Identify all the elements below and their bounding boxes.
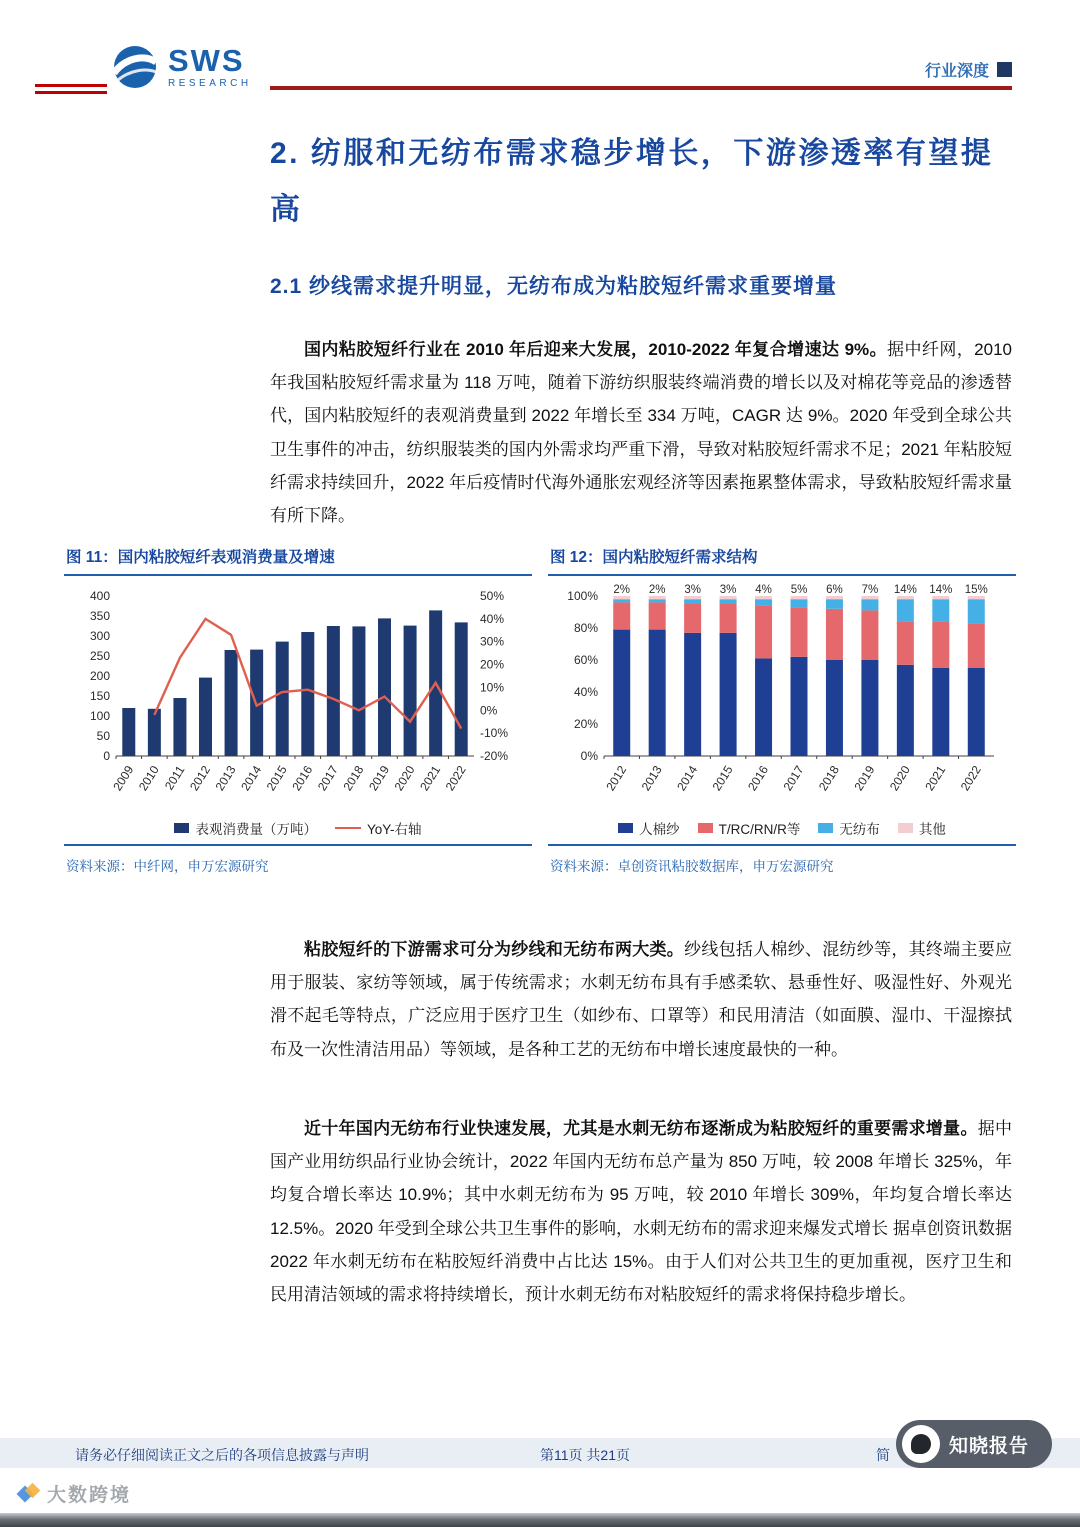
x-axis-label: 2019 [851, 763, 878, 794]
stacked-segment [968, 623, 985, 668]
x-axis-label: 2017 [780, 763, 807, 794]
figure-11-title: 图 11：国内粘胶短纤表观消费量及增速 [64, 543, 532, 576]
nonwoven-share-label: 5% [790, 584, 808, 596]
x-axis-label: 2022 [442, 763, 469, 794]
left-axis-tick: 350 [89, 609, 110, 623]
x-axis-label: 2016 [745, 763, 772, 794]
legend-item [818, 818, 880, 838]
footer-disclaimer: 请务必仔细阅读正文之后的各项信息披露与声明 [75, 1447, 369, 1463]
stacked-segment [968, 668, 985, 756]
legend-marker [698, 823, 713, 833]
section-heading: 2. 纺服和无纺布需求稳步增长，下游渗透率有望提高 [270, 137, 994, 226]
legend-marker [898, 823, 913, 833]
figure-12-title: 图 12：国内粘胶短纤需求结构 [548, 543, 1016, 576]
x-axis-label: 2009 [110, 763, 137, 794]
stacked-segment [649, 599, 666, 602]
consumption-bar [455, 622, 468, 756]
x-axis-label: 2022 [957, 763, 984, 794]
y-axis-tick: 100% [567, 589, 598, 603]
legend-label: T/RC/RN/R等 [718, 822, 801, 837]
left-axis-tick: 400 [89, 589, 110, 603]
stacked-segment [897, 665, 914, 756]
x-axis-label: 2015 [709, 763, 736, 794]
badge-label: 知晓报告 [949, 1435, 1030, 1457]
right-axis-tick: -20% [480, 749, 509, 763]
stacked-segment [720, 633, 737, 756]
figure-12-source: 资料来源：卓创资讯粘胶数据库，申万宏源研究 [550, 859, 834, 874]
bottom-edge-strip [0, 1513, 1080, 1527]
nonwoven-share-label: 3% [684, 584, 701, 596]
nonwoven-share-label: 4% [755, 584, 772, 596]
paragraph-1-lead: 国内粘胶短纤行业在 2010 年后迎来大发展，2010-2022 年复合增速达 9%。 [304, 340, 888, 359]
x-axis-label: 2021 [417, 763, 444, 794]
stacked-segment [861, 610, 878, 660]
apparent-consumption-chart [64, 582, 530, 814]
stacked-segment [826, 596, 843, 599]
footer-page-number: 第11页 共21页 [540, 1447, 630, 1463]
legend-label: 表观消费量（万吨） [195, 822, 317, 837]
y-axis-tick: 40% [573, 685, 598, 699]
x-axis-label: 2017 [314, 763, 341, 794]
stacked-segment [826, 660, 843, 756]
stacked-segment [755, 658, 772, 756]
legend-item [898, 818, 946, 838]
stacked-segment [861, 599, 878, 610]
sws-globe-icon [112, 44, 158, 90]
sws-logo [112, 44, 252, 90]
stacked-segment [861, 596, 878, 599]
paragraph-3-lead: 近十年国内无纺布行业快速发展，尤其是水刺无纺布逐渐成为粘胶短纤的重要需求增量。 [304, 1119, 978, 1138]
left-axis-tick: 300 [89, 629, 110, 643]
paragraph-2 [270, 933, 1012, 1066]
header-rule-left-2 [35, 91, 107, 94]
wechat-account-badge [896, 1420, 1052, 1468]
right-axis-tick: 30% [480, 634, 505, 649]
x-axis-label: 2020 [391, 763, 418, 794]
stacked-segment [968, 596, 985, 599]
consumption-bar [122, 708, 135, 756]
y-axis-tick: 80% [573, 621, 598, 635]
consumption-bar [199, 678, 212, 756]
header-square-decor [997, 62, 1012, 77]
stacked-segment [684, 604, 701, 633]
right-axis-tick: 10% [480, 680, 505, 695]
stacked-segment [932, 596, 949, 599]
stacked-segment [791, 607, 808, 657]
consumption-bar [173, 698, 186, 756]
x-axis-label: 2018 [815, 763, 842, 794]
x-axis-label: 2012 [603, 763, 630, 794]
stacked-segment [755, 596, 772, 599]
x-axis-label: 2012 [187, 763, 214, 794]
left-axis-tick: 0 [103, 749, 110, 763]
consumption-bar [327, 626, 340, 756]
paragraph-2-text: 纱线包括人棉纱、混纺纱等，其终端主要应用于服装、家纺等领域，属于传统需求；水刺无纺布具有手感柔软、悬垂性好、吸湿性好、外观光滑不起毛等特点，广泛应用于医疗卫生（如纱布、口罩等）和民用清洁（如面膜、湿巾、干湿擦拭布及一次性清洁用品）等领域，是各种工艺的无纺布中增长速度最快的一种。 [270, 940, 1013, 1059]
figure-12-legend [548, 816, 1016, 840]
right-axis-tick: 50% [480, 589, 505, 603]
legend-label: 无纺布 [839, 822, 880, 837]
stacked-segment [791, 596, 808, 599]
x-axis-label: 2010 [135, 763, 162, 794]
stacked-segment [613, 630, 630, 756]
stacked-segment [932, 668, 949, 756]
nonwoven-share-label: 7% [861, 584, 879, 596]
stacked-segment [684, 596, 701, 599]
legend-label: 其他 [918, 822, 946, 837]
x-axis-label: 2016 [289, 763, 316, 794]
legend-item [174, 818, 317, 838]
nonwoven-share-label: 14% [929, 584, 953, 596]
consumption-bar [404, 626, 417, 756]
stacked-segment [791, 657, 808, 756]
watermark-cube-icon [18, 1483, 40, 1505]
figure-11 [64, 543, 532, 875]
stacked-segment [755, 606, 772, 659]
x-axis-label: 2013 [212, 763, 239, 794]
stacked-segment [613, 599, 630, 602]
paragraph-3 [270, 1112, 1012, 1311]
report-category-label: 行业深度 [924, 63, 989, 80]
x-axis-label: 2013 [638, 763, 665, 794]
paragraph-2-lead: 粘胶短纤的下游需求可分为纱线和无纺布两大类。 [304, 940, 685, 959]
consumption-bar [225, 650, 238, 756]
brand-name: SWS [168, 43, 245, 78]
stacked-segment [826, 609, 843, 660]
legend-item [335, 818, 422, 838]
left-axis-tick: 250 [89, 649, 110, 663]
stacked-segment [968, 599, 985, 623]
stacked-segment [791, 599, 808, 607]
stacked-segment [755, 599, 772, 605]
nonwoven-share-label: 2% [613, 584, 631, 596]
consumption-bar [352, 626, 365, 756]
right-axis-tick: 20% [480, 657, 505, 672]
y-axis-tick: 0% [580, 749, 598, 763]
stacked-segment [720, 604, 737, 633]
consumption-bar [378, 618, 391, 756]
legend-label: YoY-右轴 [366, 822, 422, 837]
legend-marker [335, 827, 361, 829]
stacked-segment [720, 596, 737, 599]
nonwoven-share-label: 15% [964, 584, 988, 596]
consumption-bar [301, 632, 314, 756]
stacked-segment [649, 602, 666, 629]
legend-item [698, 818, 801, 838]
stacked-segment [720, 599, 737, 604]
stacked-segment [897, 599, 914, 621]
header-right [925, 58, 1012, 81]
header-rule-main [270, 86, 1012, 90]
x-axis-label: 2019 [366, 763, 393, 794]
stacked-segment [861, 660, 878, 756]
paragraph-1-text: 据中纤网，2010 年我国粘胶短纤需求量为 118 万吨，随着下游纺织服装终端消费的增长以及对棉花等竞品的渗透替代，国内粘胶短纤的表观消费量到 2022 年增长至 334 万吨，CAGR 达 9%。2020 年受到全球公共卫生事件的冲击，纺织服装类的国内外需求均严重下滑，导致对粘胶短纤需求不足；2021 年粘胶短纤需求持续回升，2022 年后疫情时代海外通胀宏观经济等因素拖累整体需求，导致粘胶短纤需求量有所下降。 [270, 340, 1012, 526]
stacked-segment [897, 596, 914, 599]
left-axis-tick: 50 [96, 729, 110, 743]
watermark-label: 大数跨境 [47, 1485, 132, 1506]
x-axis-label: 2015 [263, 763, 290, 794]
legend-marker [618, 823, 633, 833]
figure-11-source: 资料来源：中纤网，申万宏源研究 [66, 859, 269, 874]
stacked-segment [649, 596, 666, 599]
legend-marker [174, 823, 189, 833]
nonwoven-share-label: 2% [648, 584, 666, 596]
stacked-segment [649, 630, 666, 756]
figure-12 [548, 543, 1016, 875]
nonwoven-share-label: 14% [893, 584, 917, 596]
x-axis-label: 2014 [674, 763, 701, 794]
figures-row [64, 543, 1016, 875]
x-axis-label: 2020 [886, 763, 913, 794]
nonwoven-share-label: 6% [826, 584, 843, 596]
left-axis-tick: 200 [89, 669, 110, 683]
paragraph-1 [270, 333, 1012, 532]
right-axis-tick: 0% [480, 703, 498, 718]
right-axis-tick: 40% [480, 611, 505, 626]
y-axis-tick: 60% [573, 653, 598, 667]
nonwoven-share-label: 3% [719, 584, 737, 596]
legend-item [618, 818, 680, 838]
stacked-segment [932, 622, 949, 668]
header-rule-left [35, 84, 107, 87]
x-axis-label: 2014 [238, 763, 265, 794]
subsection-heading: 2.1 纱线需求提升明显，无纺布成为粘胶短纤需求重要增量 [270, 275, 838, 298]
figure-11-legend [64, 816, 532, 840]
stacked-segment [613, 602, 630, 629]
stacked-segment [613, 596, 630, 599]
legend-label: 人棉纱 [639, 822, 680, 837]
left-axis-tick: 100 [89, 709, 110, 723]
badge-logo-icon [902, 1425, 940, 1463]
right-axis-tick: -10% [480, 726, 509, 741]
legend-marker [818, 823, 833, 833]
y-axis-tick: 20% [573, 717, 598, 731]
left-axis-tick: 150 [89, 689, 110, 703]
paragraph-3-text: 据中国产业用纺织品行业协会统计，2022 年国内无纺布总产量为 850 万吨，较 2008 年增长 325%，年均复合增长率达 10.9%；其中水刺无纺布为 95 万吨，较 2010 年增长 309%，年均复合增长率达 12.5%。2020 年受到全球公共卫生事件的影响，水刺无纺布的需求迎来爆发式增长 据卓创资讯数据 2022 年水刺无纺布在粘胶短纤消费中占比达 15%。由于人们对公共卫生的更加重视，医疗卫生和民用清洁领域的需求将持续增长，预计水刺无纺布对粘胶短纤的需求将保持稳步增长。 [270, 1119, 1013, 1305]
stacked-segment [684, 599, 701, 604]
consumption-bar [276, 642, 289, 756]
footer-right-text: 简 [876, 1447, 890, 1463]
brand-subtitle: RESEARCH [168, 78, 252, 89]
stacked-segment [932, 599, 949, 621]
stacked-segment [684, 633, 701, 756]
consumption-bar [148, 709, 161, 756]
x-axis-label: 2021 [922, 763, 949, 794]
stacked-segment [897, 622, 914, 665]
stacked-segment [826, 599, 843, 609]
demand-structure-chart [548, 582, 1014, 814]
x-axis-label: 2011 [161, 763, 188, 793]
corner-watermark [18, 1480, 131, 1507]
x-axis-label: 2018 [340, 763, 367, 794]
